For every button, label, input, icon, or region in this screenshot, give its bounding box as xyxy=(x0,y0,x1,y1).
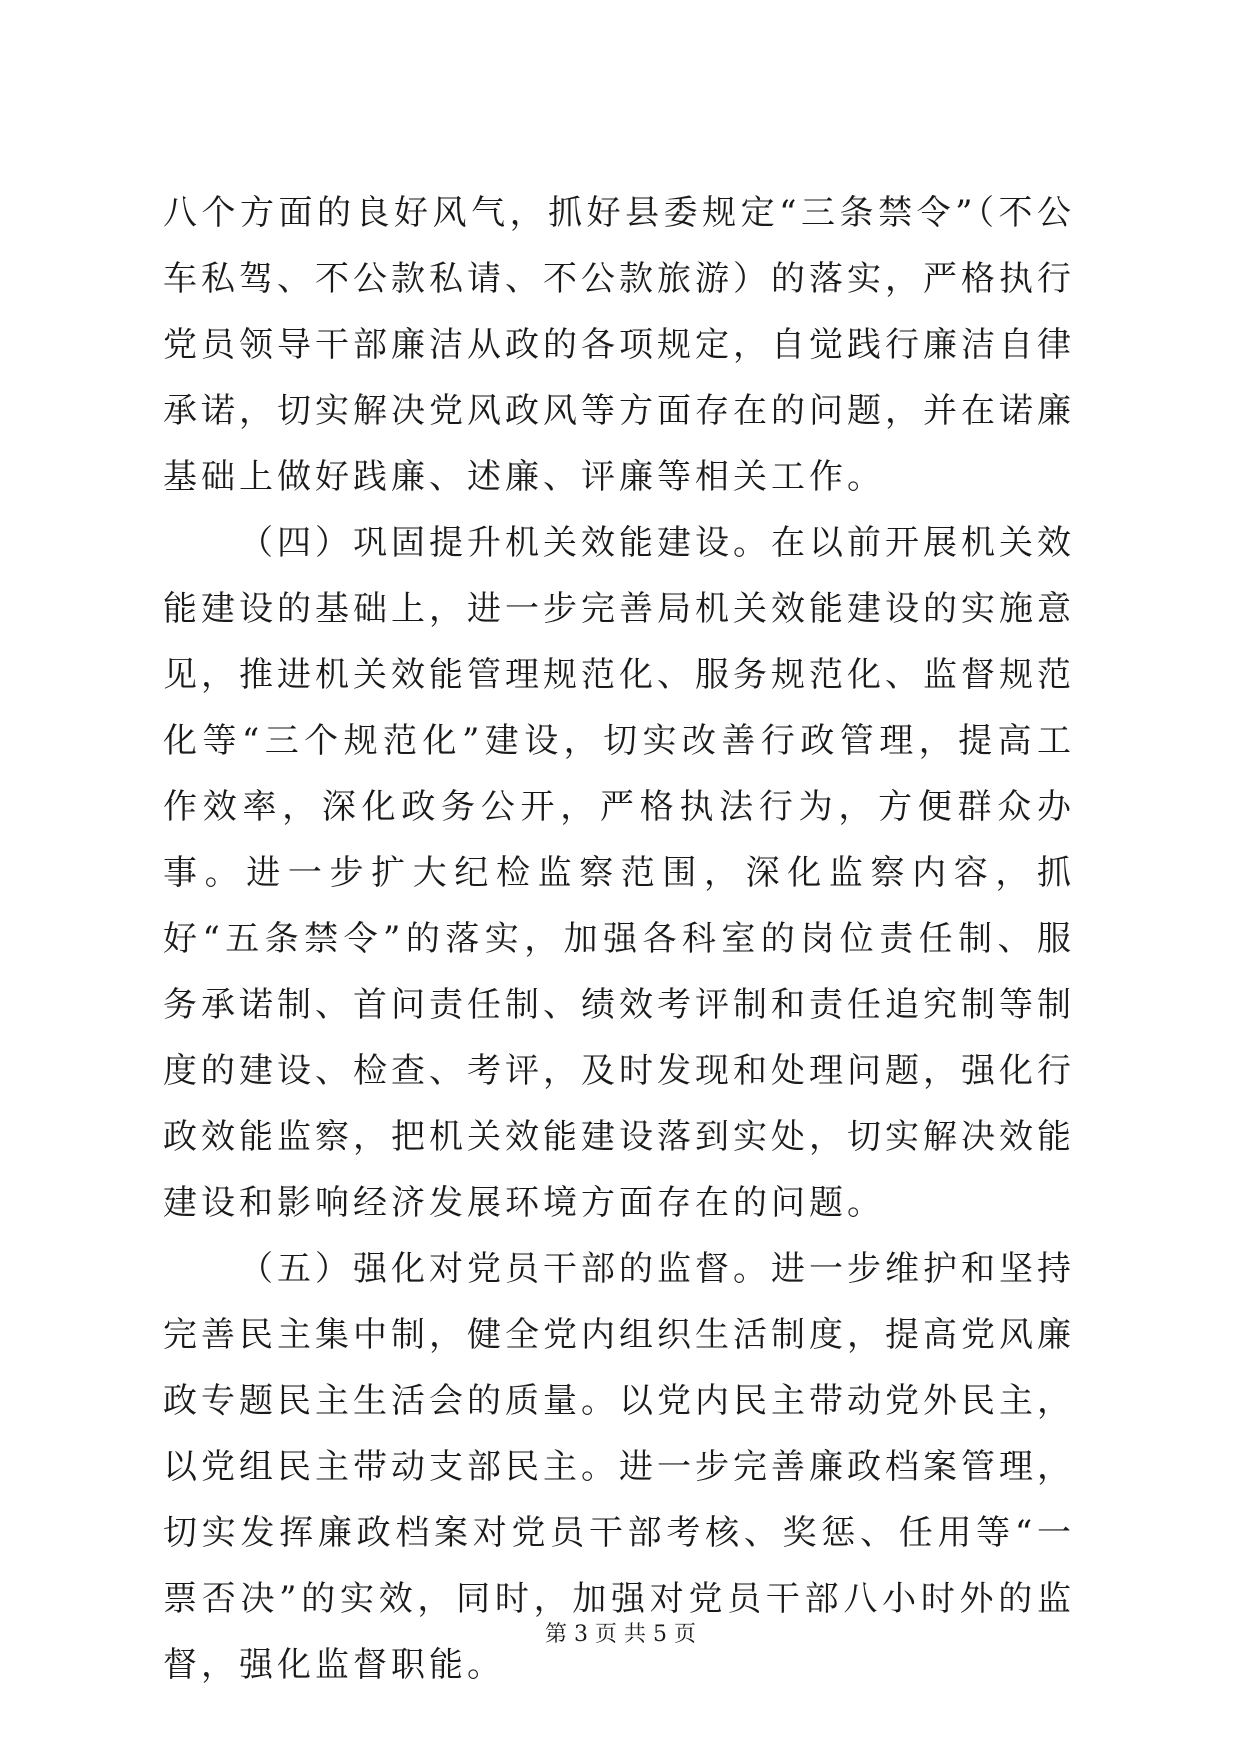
page-footer: 第 3 页 共 5 页 xyxy=(545,1622,696,1647)
paragraph-section-four: （四）巩固提升机关效能建设。在以前开展机关效能建设的基础上，进一步完善局机关效能建设的实施意见，推进机关效能管理规范化、服务规范化、监督规范化等“三个规范化”建设，切实改善行政管理，提高工作效率，深化政务公开，严格执法行为，方便群众办事。进一步扩大纪检监察范围，深化监察内容，抓好“五条禁令”的落实，加强各科室的岗位责任制、服务承诺制、首问责任制、绩效考评制和责任追究制等制度的建设、检查、考评，及时发现和处理问题，强化行政效能监察，把机关效能建设落到实处，切实解决效能建设和影响经济发展环境方面存在的问题。 xyxy=(163,523,1075,1223)
paragraph-section-five: （五）强化对党员干部的监督。进一步维护和坚持完善民主集中制，健全党内组织生活制度，提高党风廉政专题民主生活会的质量。以党内民主带动党外民主，以党组民主带动支部民主。进一步完善廉政档案管理，切实发挥廉政档案对党员干部考核、奖惩、任用等“一票否决”的实效，同时，加强对党员干部八小时外的监督，强化监督职能。 xyxy=(163,1249,1075,1685)
paragraph-continuation: 八个方面的良好风气，抓好县委规定“三条禁令”（不公车私驾、不公款私请、不公款旅游）的落实，严格执行党员领导干部廉洁从政的各项规定，自觉践行廉洁自律承诺，切实解决党风政风等方面存在的问题，并在诺廉基础上做好践廉、述廉、评廉等相关工作。 xyxy=(163,193,1075,497)
document-body xyxy=(163,180,1075,1698)
